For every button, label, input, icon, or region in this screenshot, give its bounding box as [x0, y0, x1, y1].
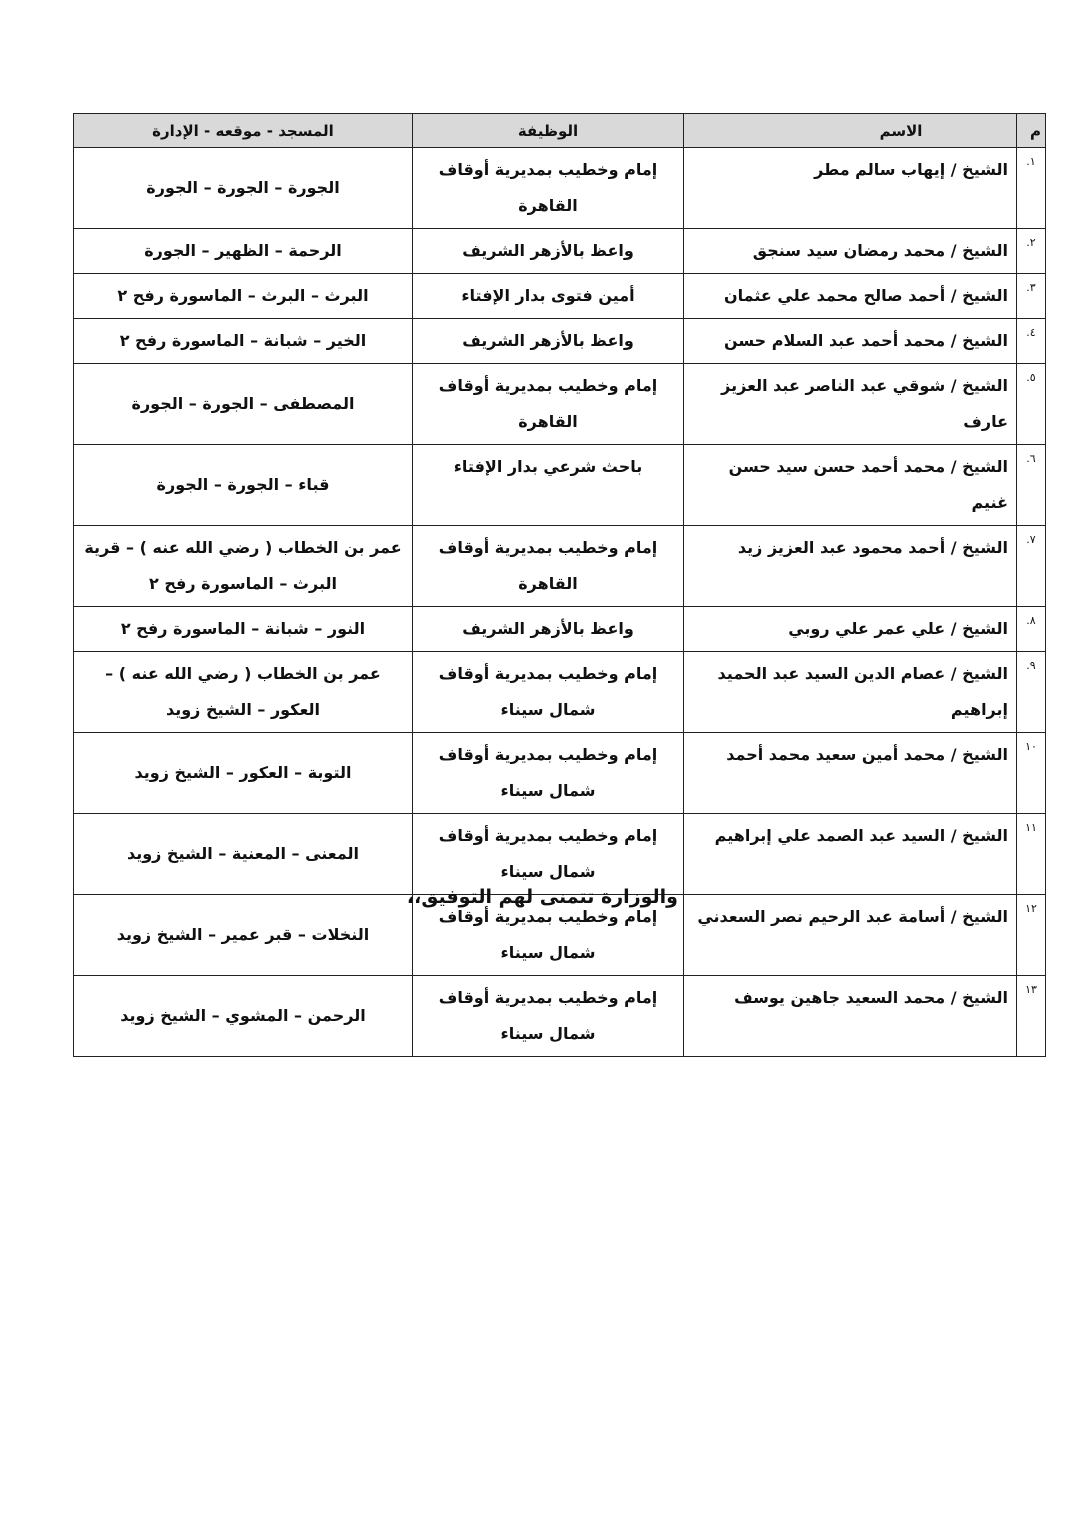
row-job: واعظ بالأزهر الشريف — [413, 229, 684, 274]
table-row — [74, 526, 1046, 607]
row-number: ٢. — [1017, 229, 1046, 274]
row-mosque: النور – شبانة – الماسورة رفح ٢ — [74, 607, 413, 652]
row-job: واعظ بالأزهر الشريف — [413, 607, 684, 652]
row-name: الشيخ / شوقي عبد الناصر عبد العزيز عارف — [684, 364, 1017, 445]
table-row — [74, 814, 1046, 895]
table-row — [74, 364, 1046, 445]
row-name: الشيخ / أحمد محمود عبد العزيز زيد — [684, 526, 1017, 607]
row-name: الشيخ / عصام الدين السيد عبد الحميد إبراهيم — [684, 652, 1017, 733]
table-row — [74, 733, 1046, 814]
table-row — [74, 445, 1046, 526]
row-name: الشيخ / السيد عبد الصمد علي إبراهيم — [684, 814, 1017, 895]
row-job: أمين فتوى بدار الإفتاء — [413, 274, 684, 319]
row-name: الشيخ / إيهاب سالم مطر — [684, 148, 1017, 229]
header-mosque: المسجد - موقعه - الإدارة — [74, 114, 413, 148]
row-job: إمام وخطيب بمديرية أوقاف شمال سيناء — [413, 814, 684, 895]
row-mosque: المصطفى – الجورة – الجورة — [74, 364, 413, 445]
row-mosque: عمر بن الخطاب ( رضي الله عنه ) – العكور – الشيخ زويد — [74, 652, 413, 733]
row-job: إمام وخطيب بمديرية أوقاف القاهرة — [413, 364, 684, 445]
header-job: الوظيفة — [413, 114, 684, 148]
table-row — [74, 607, 1046, 652]
row-number: ٤. — [1017, 319, 1046, 364]
row-number: ١٣ — [1017, 976, 1046, 1057]
row-job: إمام وخطيب بمديرية أوقاف القاهرة — [413, 526, 684, 607]
header-number: م — [1017, 114, 1046, 148]
row-number: ٩. — [1017, 652, 1046, 733]
row-number: ٨. — [1017, 607, 1046, 652]
row-mosque: الجورة – الجورة – الجورة — [74, 148, 413, 229]
header-name: الاسم — [684, 114, 1017, 148]
row-name: الشيخ / علي عمر علي روبي — [684, 607, 1017, 652]
row-job: إمام وخطيب بمديرية أوقاف شمال سيناء — [413, 733, 684, 814]
row-mosque: الرحمة – الظهير – الجورة — [74, 229, 413, 274]
assignment-table — [73, 113, 1046, 1057]
row-name: الشيخ / أسامة عبد الرحيم نصر السعدني — [684, 895, 1017, 976]
row-number: ٣. — [1017, 274, 1046, 319]
row-mosque: النخلات – قبر عمير – الشيخ زويد — [74, 895, 413, 976]
row-name: الشيخ / محمد رمضان سيد سنجق — [684, 229, 1017, 274]
row-mosque: المعنى – المعنية – الشيخ زويد — [74, 814, 413, 895]
row-job: باحث شرعي بدار الإفتاء — [413, 445, 684, 526]
table-row — [74, 148, 1046, 229]
table-header-row — [74, 114, 1046, 148]
row-name: الشيخ / محمد أحمد عبد السلام حسن — [684, 319, 1017, 364]
row-number: ١٢ — [1017, 895, 1046, 976]
row-number: ١. — [1017, 148, 1046, 229]
row-job: إمام وخطيب بمديرية أوقاف شمال سيناء — [413, 652, 684, 733]
table-row — [74, 229, 1046, 274]
row-number: ٥. — [1017, 364, 1046, 445]
row-mosque: الخير – شبانة – الماسورة رفح ٢ — [74, 319, 413, 364]
row-mosque: عمر بن الخطاب ( رضي الله عنه ) – قرية البرث – الماسورة رفح ٢ — [74, 526, 413, 607]
table-row — [74, 652, 1046, 733]
row-name: الشيخ / محمد أحمد حسن سيد حسن غنيم — [684, 445, 1017, 526]
row-number: ١٠ — [1017, 733, 1046, 814]
row-mosque: التوبة – العكور – الشيخ زويد — [74, 733, 413, 814]
row-number: ١١ — [1017, 814, 1046, 895]
row-name: الشيخ / أحمد صالح محمد علي عثمان — [684, 274, 1017, 319]
row-job: إمام وخطيب بمديرية أوقاف شمال سيناء — [413, 976, 684, 1057]
row-job: إمام وخطيب بمديرية أوقاف القاهرة — [413, 148, 684, 229]
row-mosque: البرث – البرث – الماسورة رفح ٢ — [74, 274, 413, 319]
row-job: واعظ بالأزهر الشريف — [413, 319, 684, 364]
row-name: الشيخ / محمد السعيد جاهين يوسف — [684, 976, 1017, 1057]
row-mosque: قباء – الجورة – الجورة — [74, 445, 413, 526]
closing-statement: والوزارة تتمنى لهم التوفيق،، — [406, 886, 678, 908]
row-number: ٧. — [1017, 526, 1046, 607]
table-row — [74, 274, 1046, 319]
row-mosque: الرحمن – المشوي – الشيخ زويد — [74, 976, 413, 1057]
row-name: الشيخ / محمد أمين سعيد محمد أحمد — [684, 733, 1017, 814]
table-row — [74, 976, 1046, 1057]
table-row — [74, 319, 1046, 364]
row-job: إمام وخطيب بمديرية أوقاف شمال سيناء — [413, 895, 684, 976]
row-number: ٦. — [1017, 445, 1046, 526]
